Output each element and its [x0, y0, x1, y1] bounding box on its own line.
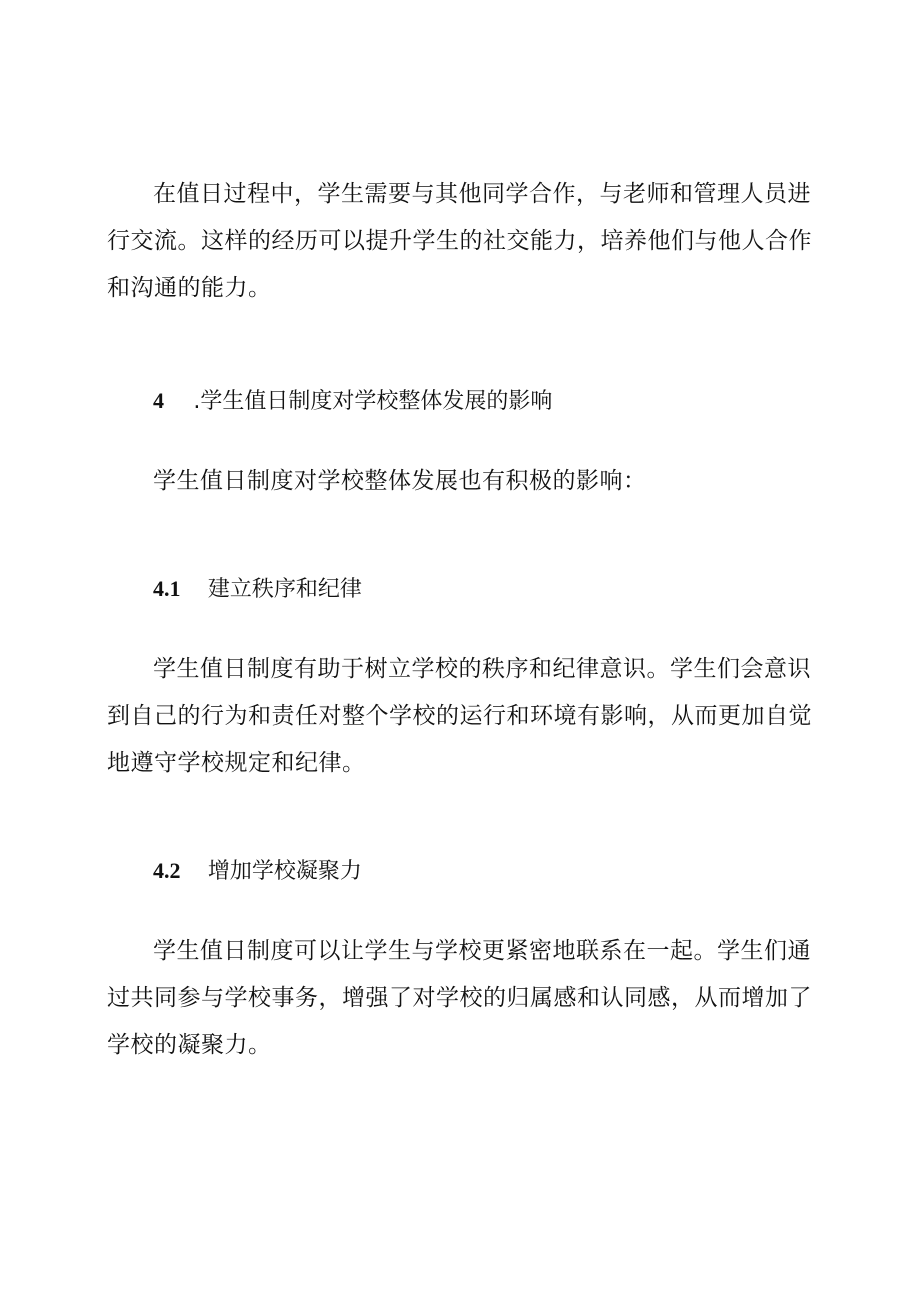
- section-heading-4-1: [153, 574, 362, 605]
- paragraph-line: 在值日过程中，学生需要与其他同学合作，与老师和管理人员进: [153, 181, 811, 207]
- paragraph-intro-impact: [107, 458, 812, 505]
- paragraph-line: 地遵守学校规定和纪律。: [107, 750, 366, 776]
- paragraph-line: 学校的凝聚力。: [107, 1032, 272, 1058]
- section-heading-4-2: [153, 856, 362, 887]
- paragraph-line: 到自己的行为和责任对整个学校的运行和环境有影响，从而更加自觉: [107, 703, 812, 729]
- paragraph-social-skills: [107, 171, 812, 312]
- paragraph-line: 学生值日制度对学校整体发展也有积极的影响：: [153, 468, 647, 494]
- section-heading-4: [153, 386, 552, 417]
- paragraph-line: 过共同参与学校事务，增强了对学校的归属感和认同感，从而增加了: [107, 985, 812, 1011]
- paragraph-line: 学生值日制度可以让学生与学校更紧密地联系在一起。学生们通: [153, 938, 811, 964]
- paragraph-cohesion: [107, 928, 812, 1069]
- section-title: 建立秩序和纪律: [207, 577, 362, 602]
- paragraph-order-discipline: [107, 646, 812, 787]
- paragraph-line: 和沟通的能力。: [107, 275, 272, 301]
- section-title: 增加学校凝聚力: [207, 859, 362, 884]
- section-number: 4.1: [153, 576, 181, 601]
- section-number: 4.2: [153, 858, 181, 883]
- section-title: .学生值日制度对学校整体发展的影响: [193, 389, 553, 414]
- paragraph-line: 行交流。这样的经历可以提升学生的社交能力，培养他们与他人合作: [107, 228, 812, 254]
- paragraph-line: 学生值日制度有助于树立学校的秩序和纪律意识。学生们会意识: [153, 656, 811, 682]
- section-number: 4: [153, 388, 164, 413]
